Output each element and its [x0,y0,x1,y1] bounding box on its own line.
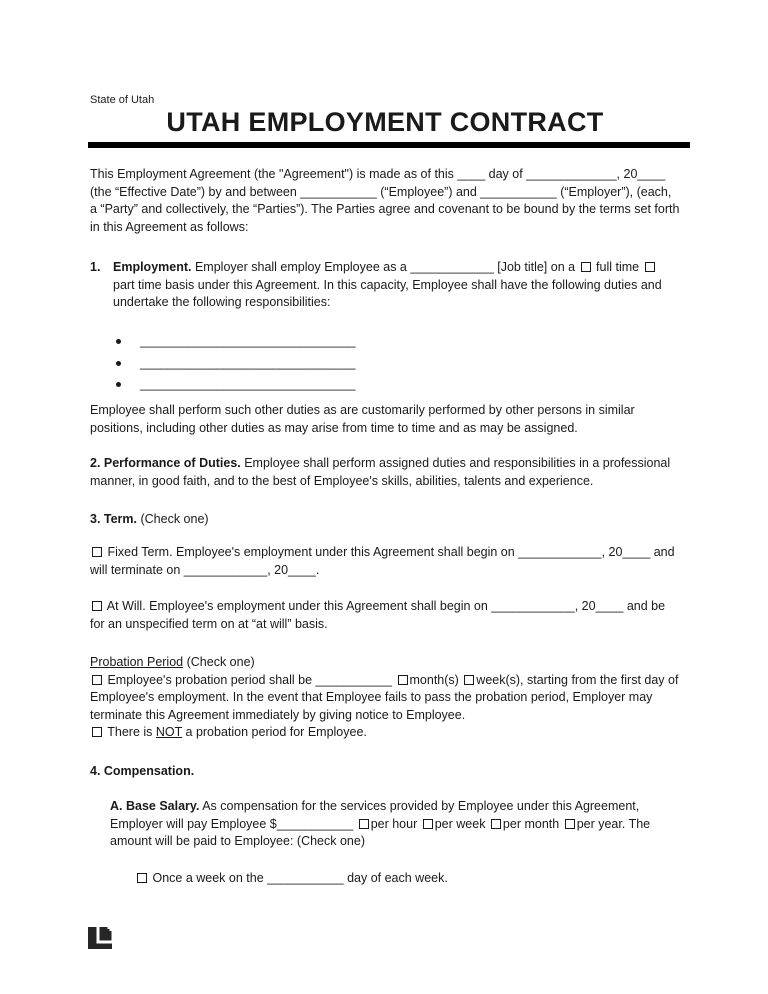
text-run: 2. Performance of Duties. [90,456,241,470]
text-run: Employment. [113,260,192,274]
text-run: part time basis under this Agreement. In this capacity, Employee shall have the following duties and undertake the following responsibilities: [113,277,662,310]
intro-paragraph [90,166,680,236]
per-hour-checkbox[interactable] [359,819,369,829]
probation-option-1 [90,672,680,725]
text-run: per month [502,816,563,831]
per-week-checkbox[interactable] [423,819,433,829]
text-run: per year. The amount will be paid to Employee: (Check one) [110,816,651,849]
section-employment [90,259,680,312]
text-run: per week [434,816,489,831]
duty-blank[interactable]: _______________________________ [140,377,356,392]
text-run: (Check one) [183,655,255,669]
document-title: UTAH EMPLOYMENT CONTRACT [166,107,604,137]
once-a-week-checkbox[interactable] [137,873,147,883]
per-month-checkbox[interactable] [491,819,501,829]
duty-bullet-list [113,331,673,396]
text-run: Employee shall perform such other duties as are customarily performed by other persons in similar positions, including other duties as may arise from time to time and as may be assigned. [90,403,635,435]
probation-period-checkbox[interactable] [92,675,102,685]
no-probation-checkbox[interactable] [92,727,102,737]
other-duties-paragraph [90,402,680,437]
duty-blank-line[interactable] [113,331,673,353]
bullet-icon [116,361,121,366]
base-salary-paragraph [110,798,678,851]
text-run: Employee's probation period shall be ___________ [104,672,396,687]
text-run: 4. Compensation. [90,764,195,778]
duty-blank[interactable]: _______________________________ [140,355,356,370]
full-time-checkbox[interactable] [581,262,591,272]
text-run: Probation Period [90,655,184,669]
once-a-week-option [135,870,680,888]
duty-blank-line[interactable] [113,353,673,375]
section-employment-text [113,260,662,309]
probation-option-2 [90,724,680,742]
text-run: per hour [370,816,421,831]
fixed-term-checkbox[interactable] [92,547,102,557]
probation-heading [90,654,680,672]
per-year-checkbox[interactable] [565,819,575,829]
text-run: Once a week on the ___________ day of each week. [149,871,448,885]
state-label: State of Utah [90,94,155,106]
months-checkbox[interactable] [398,675,408,685]
weeks-checkbox[interactable] [464,675,474,685]
section-number: 1. [90,260,101,274]
text-run: month(s) [409,672,463,687]
bullet-icon [116,339,121,344]
text-run: There is [104,725,156,740]
at-will-checkbox[interactable] [92,601,102,611]
title-rule-divider [88,142,690,148]
text-run: (Check one) [137,512,209,526]
text-run: a probation period for Employee. [182,725,367,740]
section-term-heading [90,511,680,529]
text-run: Employer shall employ Employee as a ____________ [Job title] on a [191,260,579,274]
text-run: 3. Term. [90,512,138,526]
legal-templates-logo-icon [88,927,112,949]
text-run: Fixed Term. Employee's employment under this Agreement shall begin on ____________, 20____ and will terminate on ____________, 20____. [90,545,675,577]
bullet-icon [116,382,121,387]
text-run: Employee shall perform assigned duties and responsibilities in a professional manner, in good faith, and to the best of Employee's skills, abilities, talents and experience. [90,456,671,488]
text-run: full time [592,260,643,274]
text-run: A. Base Salary. [110,799,200,813]
text-run: At Will. Employee's employment under this Agreement shall begin on ____________, 20____ and be for an unspecified term on at “at will” basis. [90,599,666,631]
fixed-term-option [90,544,680,579]
probation-period-section [90,654,680,742]
part-time-checkbox[interactable] [645,262,655,272]
at-will-option [90,598,680,633]
section-compensation-heading [90,763,680,781]
duty-blank-line[interactable] [113,374,673,396]
text-run: week(s), starting from the first day of Employee's employment. In the event that Employee fails to pass the probation period, Employer may terminate this Agreement immediately by giving notice to Employee. [90,672,679,722]
text-run: As compensation for the services provided by Employee under this Agreement, Employer will pay Employee $___________ [110,799,640,831]
text-run: NOT [155,725,183,740]
duty-blank[interactable]: _______________________________ [140,334,356,348]
section-performance-of-duties [90,455,680,490]
text-run: This Employment Agreement (the "Agreement") is made as of this ____ day of _____________, 20____ (the “Effective Date”) by and between ___________ (“Employee”) and ___________ (“Employer”), (each, a “Party” and collectively, the “Parties”). The Parties agree and covenant to be bound by the terms set forth in this Agreement as follows: [90,167,680,234]
